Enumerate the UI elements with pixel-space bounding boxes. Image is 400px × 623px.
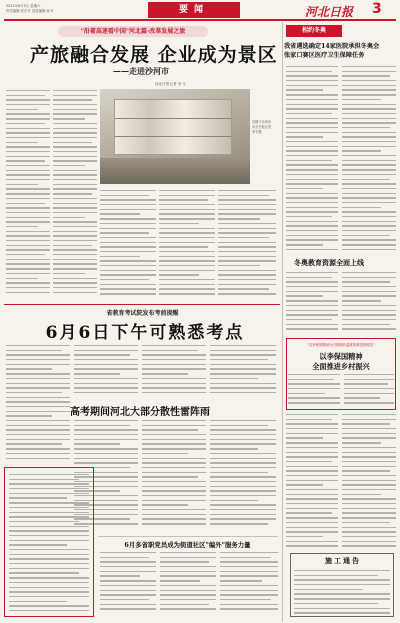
page-number: 3 xyxy=(372,1,382,17)
top-rule xyxy=(4,19,396,21)
exam-text-1 xyxy=(6,345,70,463)
lead-column-1 xyxy=(6,90,50,295)
construction-notice-title: 施工通告 xyxy=(325,556,361,565)
lead-headline: 产旅融合发展 企业成为景区 xyxy=(30,44,278,66)
right-column-tag: 相约冬奥 xyxy=(286,25,342,37)
exam-headline: 6月6日下午可熟悉考点 xyxy=(45,323,245,343)
photo-caption xyxy=(252,120,274,135)
feature-headline-line: 全面推进乡村振兴 xyxy=(312,361,370,371)
feature-headline xyxy=(290,352,392,371)
winter-text-2 xyxy=(342,272,396,334)
lead-column-5 xyxy=(218,190,276,298)
lead-subhead: ——走进沙河市 xyxy=(113,66,169,76)
lead-column-3 xyxy=(100,190,156,298)
right-lower-text-2 xyxy=(342,414,396,548)
sidebar-box-text xyxy=(9,474,89,612)
lead-photo xyxy=(100,89,250,184)
feature-kicker: "以李保国精神为引领做有温度的科技特派员" xyxy=(307,343,375,347)
community-headline: 6月多省职党员成为街道社区"编外"服务力量 xyxy=(124,541,251,549)
winter-edu-headline: 冬奥教育资源全面上线 xyxy=(294,258,364,267)
right-headline xyxy=(284,42,396,60)
winter-text-1 xyxy=(286,272,338,334)
photo-caption-line: 李专摄 xyxy=(252,130,262,134)
feature-headline-line: 以李保国精神 xyxy=(319,352,363,361)
feature-text-2 xyxy=(344,374,394,406)
right-column-divider xyxy=(282,22,283,622)
right-column-text-1 xyxy=(286,66,338,252)
community-text-1 xyxy=(100,552,156,618)
right-headline-line: 张家口赛区医疗卫生保障任务 xyxy=(284,52,365,59)
middle-rule xyxy=(4,304,280,305)
date-line: 2021年6月5日 星期六 xyxy=(6,4,41,8)
photo-floor xyxy=(100,158,250,184)
story-divider xyxy=(98,536,278,537)
photo-display-shelf xyxy=(114,99,232,155)
series-banner: "沿着高速看中国"河北篇·改革发展之旅 xyxy=(58,26,208,37)
community-text-2 xyxy=(160,552,216,618)
community-text-3 xyxy=(220,552,278,618)
weather-headline: 高考期间河北大部分散性雷阵雨 xyxy=(70,407,210,418)
exam-kicker: 省教育考试院发布考前提醒 xyxy=(106,310,179,317)
construction-notice-text xyxy=(294,570,390,614)
lead-byline: 河北日报记者 李 专 xyxy=(155,82,187,86)
lead-column-4 xyxy=(159,190,215,298)
photo-caption-line: 拍摄于沙河市 xyxy=(252,120,272,124)
exam-text-4 xyxy=(210,345,276,399)
issue-meta xyxy=(6,4,126,14)
editor-line: 责任编辑:任东升 视觉编辑:孙书 xyxy=(6,9,54,13)
right-column-text-2 xyxy=(342,66,396,252)
feature-text-1 xyxy=(288,374,340,406)
exam-text-3 xyxy=(142,345,206,399)
right-lower-text-1 xyxy=(286,414,338,548)
lead-column-2 xyxy=(53,90,97,295)
right-headline-line: 我省遴选确定14家医院承担冬奥会 xyxy=(284,43,380,50)
exam-text-2 xyxy=(74,345,138,399)
weather-text-3 xyxy=(210,420,276,532)
weather-text-2 xyxy=(142,420,206,532)
photo-caption-line: 河北日报记者 xyxy=(252,125,272,129)
brand-logo: 河北日报 xyxy=(305,5,354,19)
section-tab: 要闻 xyxy=(148,2,240,18)
